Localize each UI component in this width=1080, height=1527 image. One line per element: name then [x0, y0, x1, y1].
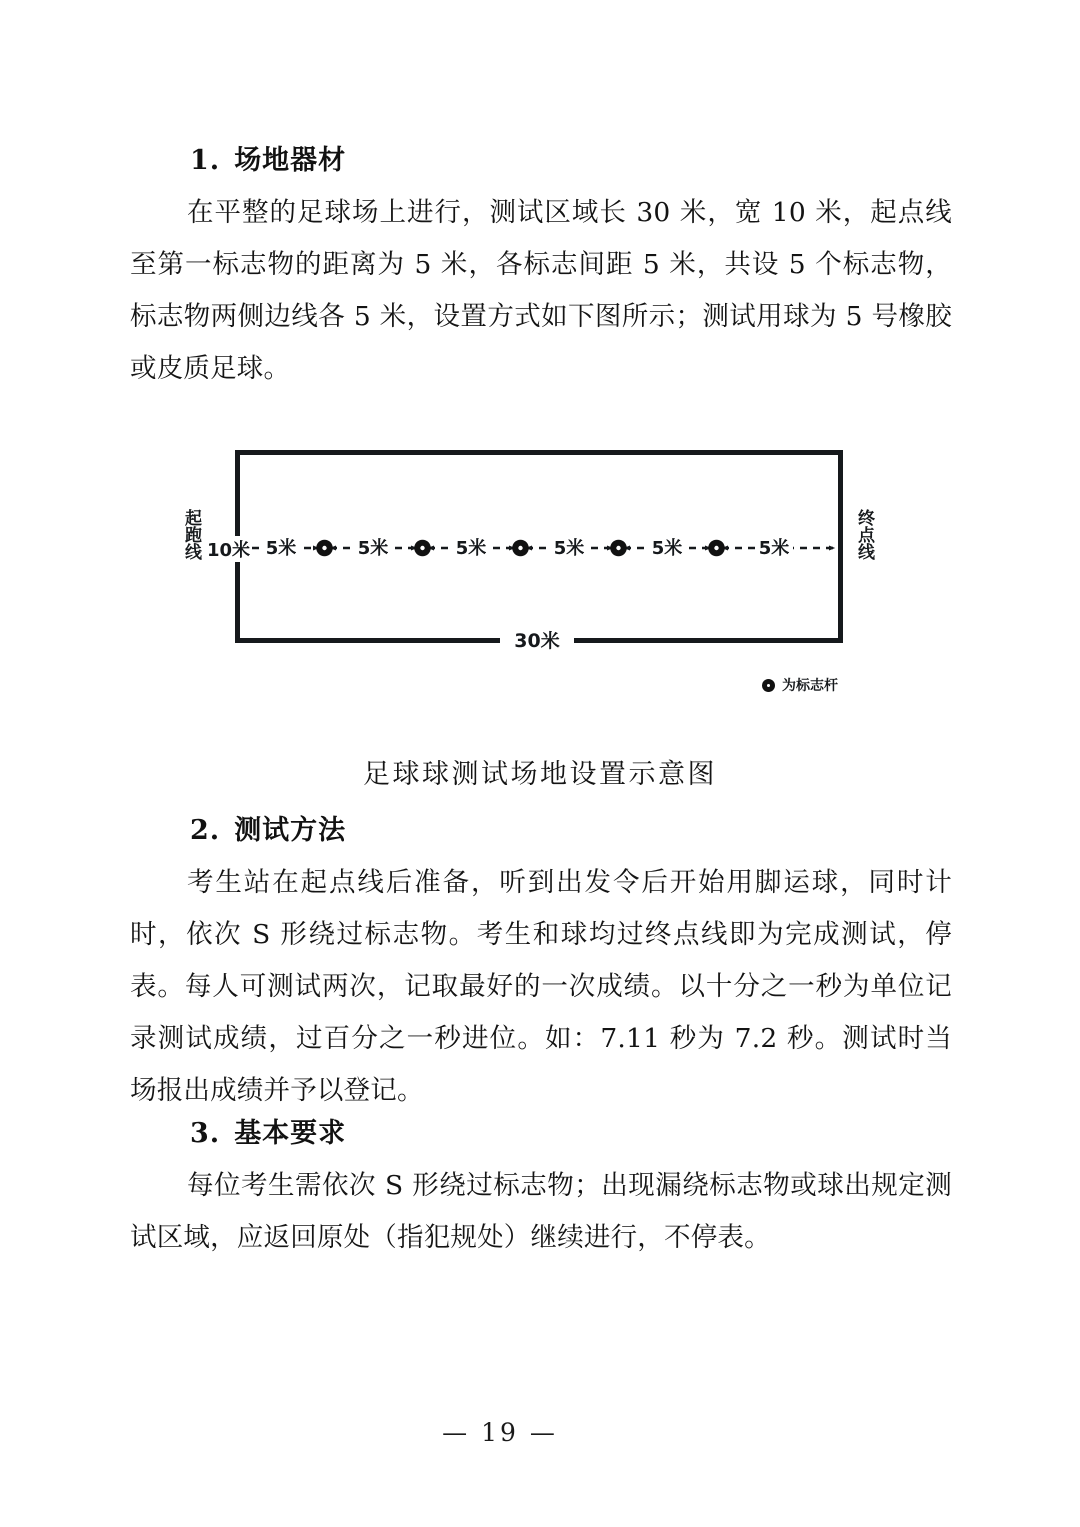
section-title-1: 场地器材	[234, 145, 347, 176]
segment-label-2: 5米	[357, 538, 389, 559]
measurement-row	[235, 535, 843, 561]
section-number-3: 3.	[190, 1118, 221, 1149]
figure-legend	[762, 675, 838, 695]
figure-caption: 足球球测试场地设置示意图	[363, 759, 717, 790]
field-length-label: 30米	[514, 630, 560, 652]
section-body-1: 在平整的足球场上进行，测试区域长 30 米，宽 10 米，起点线至第一标志物的距离为 5 米，各标志间距 5 米，共设 5 个标志物，标志物两侧边线各 5 米，设置方式如下图所示；测试用球为 5 号橡胶或皮质足球。	[130, 197, 952, 384]
end-line-label: 终点线	[858, 509, 875, 563]
segment-label-3: 5米	[455, 538, 487, 559]
segment-label-1: 5米	[265, 538, 297, 559]
section-title-2: 测试方法	[234, 815, 347, 846]
section-heading-1	[190, 138, 346, 177]
section-number-2: 2.	[190, 815, 221, 846]
section-number-1: 1.	[190, 145, 221, 176]
segment-label-4: 5米	[553, 538, 585, 559]
segment-label-6: 5米	[758, 538, 790, 559]
field-width-label: 10米	[206, 536, 251, 562]
marker-pole-icon	[762, 679, 775, 692]
section-body-2: 考生站在起点线后准备，听到出发令后开始用脚运球，同时计时，依次 S 形绕过标志物。考生和球均过终点线即为完成测试，停表。每人可测试两次，记取最好的一次成绩。以十分之一秒为单位记录测试成绩，过百分之一秒进位。如：7.11 秒为 7.2 秒。测试时当场报出成绩并予以登记。	[130, 867, 952, 1106]
field-diagram	[170, 430, 910, 720]
section-title-3: 基本要求	[234, 1118, 347, 1149]
legend-text: 为标志杆	[782, 678, 838, 694]
section-body-3: 每位考生需依次 S 形绕过标志物；出现漏绕标志物或球出规定测试区域，应返回原处（指犯规处）继续进行，不停表。	[130, 1170, 952, 1253]
page-number: — 19 —	[442, 1418, 558, 1447]
section-heading-3	[190, 1111, 346, 1150]
start-line-label: 起跑线	[185, 509, 202, 563]
segment-label-5: 5米	[651, 538, 683, 559]
section-heading-2	[190, 808, 346, 847]
